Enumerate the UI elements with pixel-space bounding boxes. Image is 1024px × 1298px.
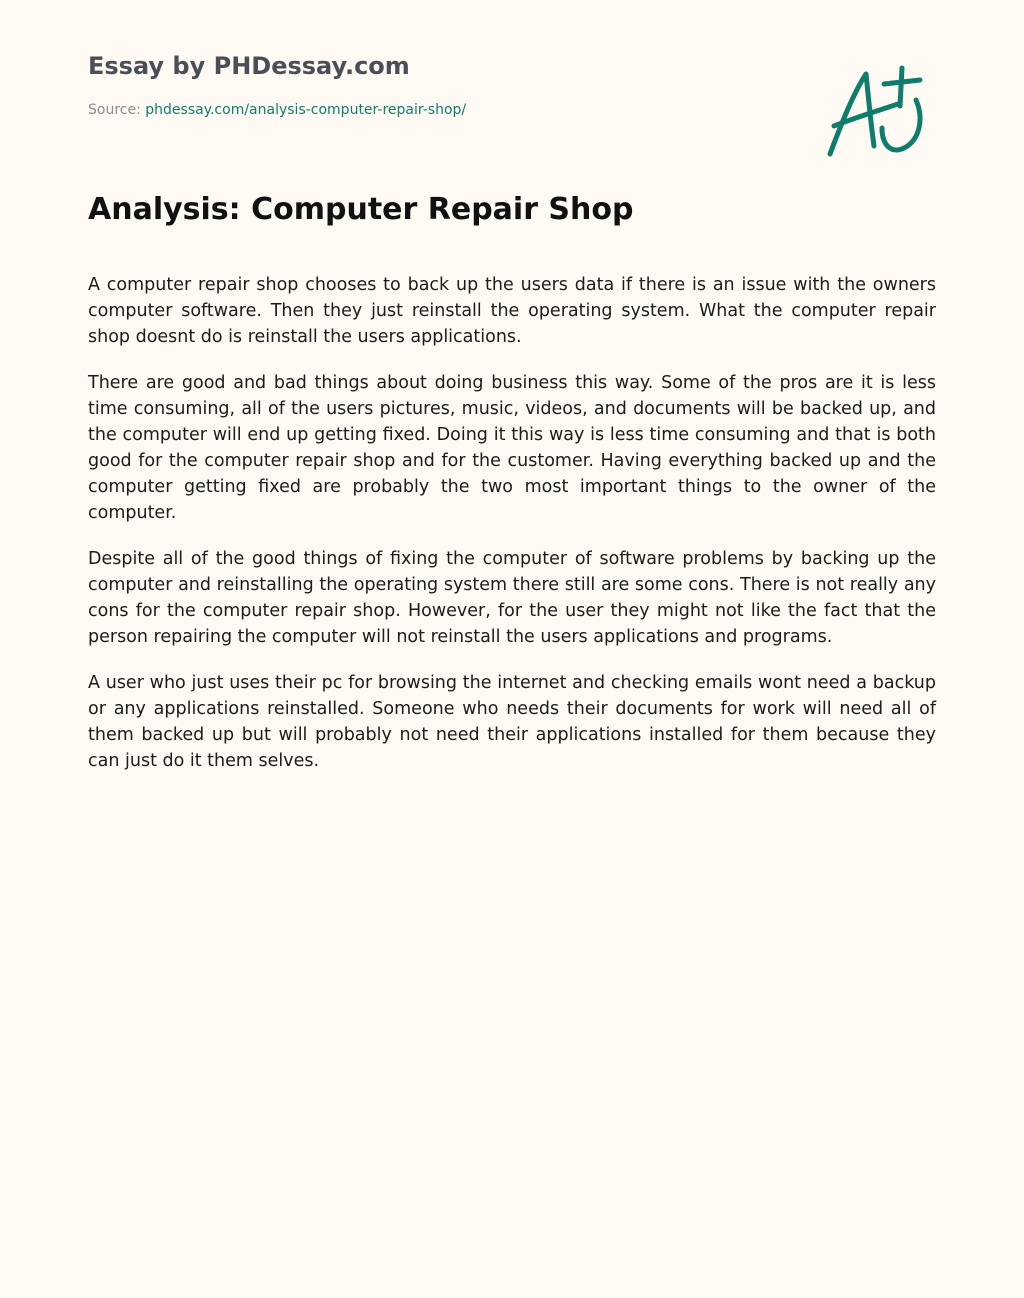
source-line [88, 100, 466, 120]
paragraph-1: A computer repair shop chooses to back up the users data if there is an issue with the owners computer software. Then they just reinstall the operating system. What the computer repair shop doesnt do is reinstall the users applications. [88, 275, 936, 347]
paragraph-4: A user who just uses their pc for browsing the internet and checking emails wont need a backup or any applications reinstalled. Someone who needs their documents for work will need all of them backed up but will probably not need their applications installed for them because they can just do it them selves. [88, 673, 936, 771]
source-label: Source: [88, 102, 146, 118]
paragraph-3: Despite all of the good things of fixing the computer of software problems by backing up the computer and reinstalling the operating system there still are some cons. There is not really any cons for the computer repair shop. However, for the user they might not like the fact that the person repairing the computer will not reinstall the users applications and programs. [88, 549, 936, 647]
article-title: Analysis: Computer Repair Shop [88, 192, 634, 227]
site-brand[interactable]: Essay by PHDessay.com [88, 52, 410, 80]
source-link[interactable]: phdessay.com/analysis-computer-repair-shop/ [145, 102, 467, 118]
article-body [88, 272, 936, 794]
a-plus-grade-icon [820, 62, 930, 162]
site-header [88, 50, 466, 120]
paragraph-2: There are good and bad things about doing business this way. Some of the pros are it is less time consuming, all of the users pictures, music, videos, and documents will be backed up, and the computer will end up getting fixed. Doing it this way is less time consuming and that is both good for the computer repair shop and for the customer. Having everything backed up and the computer getting fixed are probably the two most important things to the owner of the computer. [88, 373, 936, 523]
